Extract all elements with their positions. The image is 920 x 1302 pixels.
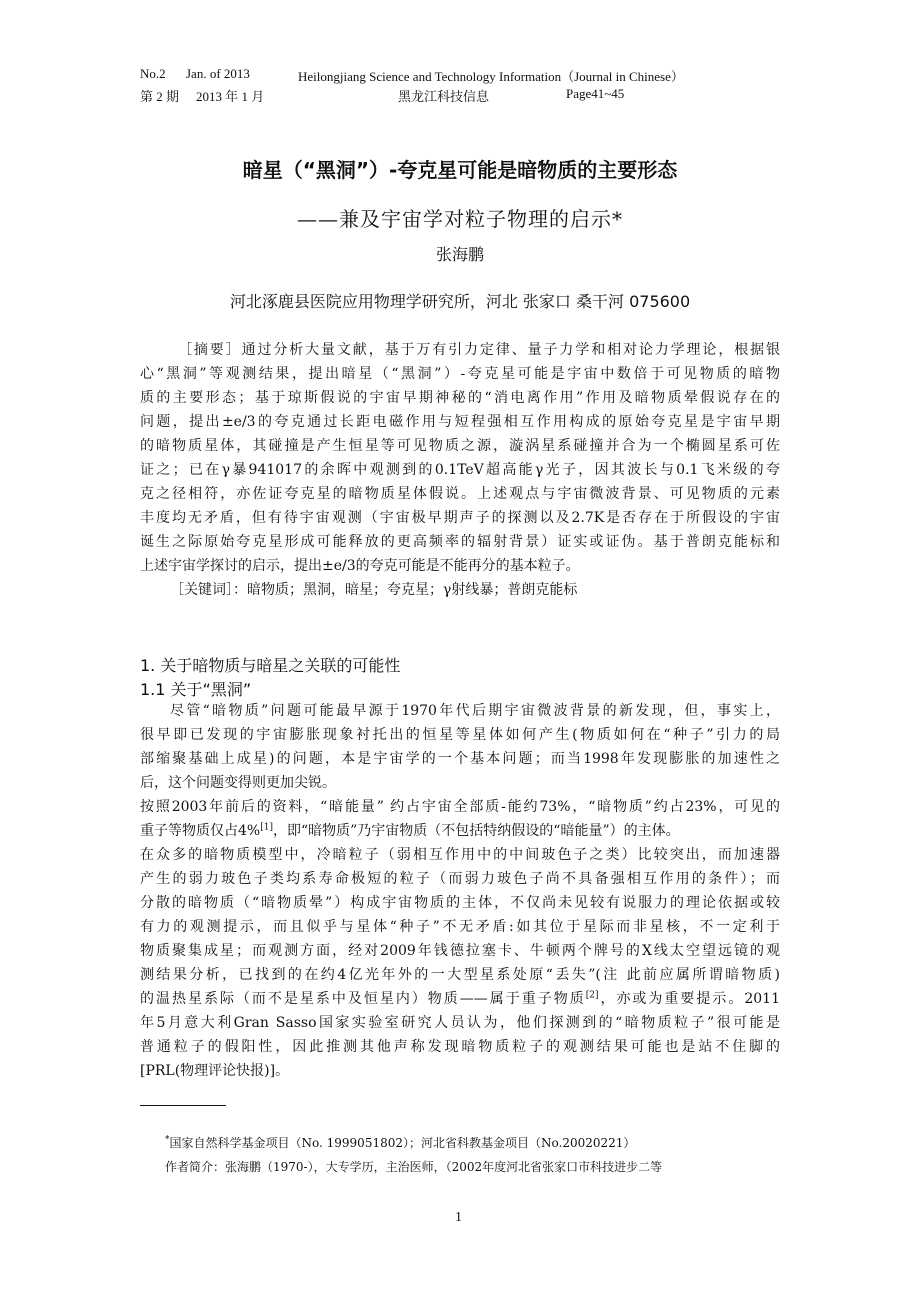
- affiliation: 河北涿鹿县医院应用物理学研究所，河北 张家口 桑干河 075600: [229, 292, 691, 311]
- body-line: [140, 988, 780, 1008]
- body-line: 尽管“暗物质”问题可能最早源于1970年代后期宇宙微波背景的新发现，但，事实上，: [170, 703, 780, 719]
- body-line: 年5月意大利Gran Sasso国家实验室研究人员认为，他们探测到的“暗物质粒子”很可能是: [140, 1015, 780, 1031]
- body-line: [PRL(物理评论快报)]。: [140, 1063, 290, 1079]
- header-date-cn: 2013 年 1 月: [196, 89, 265, 104]
- header-issue-cn: 第 2 期: [140, 89, 180, 104]
- author-name: 张海鹏: [435, 245, 484, 264]
- body-line: 按照2003年前后的资料，“暗能量” 约占宇宙全部质-能约73%，“暗物质”约占23%，可见的: [140, 799, 780, 815]
- body-line: 产生的弱力玻色子类均系寿命极短的粒子（而弱力玻色子尚不具备强相互作用的条件）；而: [140, 871, 780, 887]
- header-date-en: Jan. of 2013: [186, 66, 250, 81]
- abstract-line: ［摘要］通过分析大量文献，基于万有引力定律、量子力学和相对论力学理论，根据银: [178, 342, 780, 358]
- body-line: [140, 820, 780, 840]
- body-line: 在众多的暗物质模型中，冷暗粒子（弱相互作用中的中间玻色子之类）比较突出，而加速器: [140, 847, 780, 863]
- body-line: 很早即已发现的宇宙膨胀现象衬托出的恒星等星体如何产生(物质如何在“种子”引力的局: [140, 727, 780, 743]
- header-pages: Page41~45: [566, 86, 625, 101]
- paper-subtitle: ——兼及宇宙学对粒子物理的启示*: [297, 207, 623, 231]
- header-issue-en: No.2: [140, 66, 166, 81]
- body-text: ，即“暗物质”乃宇宙物质（不包括特纳假设的“暗能量”）的主体。: [272, 823, 680, 839]
- body-line: 后，这个问题变得则更加尖锐。: [140, 775, 336, 791]
- abstract-line: 证之；已在γ暴941017的余晖中观测到的0.1TeV超高能γ光子，因其波长与0.1飞米级的夸: [140, 462, 780, 478]
- header-journal-cn: 黑龙江科技信息: [398, 89, 490, 104]
- abstract-line: 问题，提出±e/3的夸克通过长距电磁作用与短程强相互作用构成的原始夸克星是宇宙早期: [140, 414, 780, 430]
- body-line: 部缩聚基础上成星)的问题，本是宇宙学的一个基本问题；而当1998年发现膨胀的加速性之: [140, 751, 780, 767]
- page-number: 1: [455, 1210, 462, 1225]
- abstract-line: 丰度均无矛盾，但有待宇宙观测（宇宙极早期声子的探测以及2.7K是否存在于所假设的宇宙: [140, 510, 780, 526]
- body-text: 重子等物质仅占4%: [140, 823, 261, 839]
- footnote-divider: [140, 1105, 226, 1106]
- citation-1[interactable]: [1]: [260, 822, 273, 833]
- body-text: ，亦或为重要提示。2011: [598, 991, 780, 1007]
- abstract-line: 诞生之际原始夸克星形成可能释放的更高频率的辐射背景）证实或证伪。基于普朗克能标和: [140, 534, 780, 550]
- body-line: 测结果分析，已找到的在约4亿光年外的一大型星系处原“丢失”(注 此前应属所谓暗物质): [140, 967, 780, 983]
- body-line: 物质聚集成星；而观测方面，经对2009年钱德拉塞卡、牛顿两个牌号的X线太空望远镜的观: [140, 943, 780, 959]
- footnote-fund: [165, 1134, 635, 1151]
- footnote-text: 国家自然科学基金项目（No. 1999051802）；河北省科教基金项目（No.20020221）: [169, 1136, 636, 1150]
- body-line: 普通粒子的假阳性，因此推测其他声称发现暗物质粒子的观测结果可能也是站不住脚的: [140, 1039, 780, 1055]
- abstract-line: 克之径相符，亦佐证夸克星的暗物质星体假说。上述观点与宇宙微波背景、可见物质的元素: [140, 486, 780, 502]
- abstract-line: 质的主要形态；基于琼斯假说的宇宙早期神秘的“消电离作用”作用及暗物质晕假说存在的: [140, 390, 780, 406]
- footnote-marker: *: [165, 1135, 170, 1145]
- body-line: 有力的观测提示，而且似乎与星体“种子”不无矛盾:如其位于星际而非星核，不一定利于: [140, 919, 780, 935]
- body-line: 分散的暗物质（“暗物质晕”）构成宇宙物质的主体，不仅尚未见较有说服力的理论依据或较: [140, 895, 780, 911]
- abstract-line: 心“黑洞”等观测结果，提出暗星（“黑洞”）-夸克星可能是宇宙中数倍于可见物质的暗物: [140, 366, 780, 382]
- abstract-line: 的暗物质星体，其碰撞是产生恒星等可见物质之源，漩涡星系碰撞并合为一个椭圆星系可佐: [140, 438, 780, 454]
- subsection-heading: 1.1 关于“黑洞”: [140, 680, 252, 699]
- citation-2[interactable]: [2]: [585, 990, 599, 1001]
- paper-title: 暗星（“黑洞”）-夸克星可能是暗物质的主要形态: [242, 158, 678, 182]
- header-journal-en: Heilongjiang Science and Technology Information（Journal in Chinese）: [298, 69, 684, 84]
- section-heading: 1. 关于暗物质与暗星之关联的可能性: [140, 656, 401, 675]
- keywords: ［关键词］：暗物质；黑洞，暗星；夸克星；γ射线暴；普朗克能标: [170, 582, 578, 598]
- body-text: 的温热星系际（而不是星系中及恒星内）物质——属于重子物质: [140, 991, 586, 1007]
- abstract-line: 上述宇宙学探讨的启示，提出±e/3的夸克可能是不能再分的基本粒子。: [140, 558, 580, 574]
- footnote-author-bio: 作者简介：张海鹏（1970-），大专学历，主治医师，（2002年度河北省张家口市科技进步二等: [165, 1160, 663, 1174]
